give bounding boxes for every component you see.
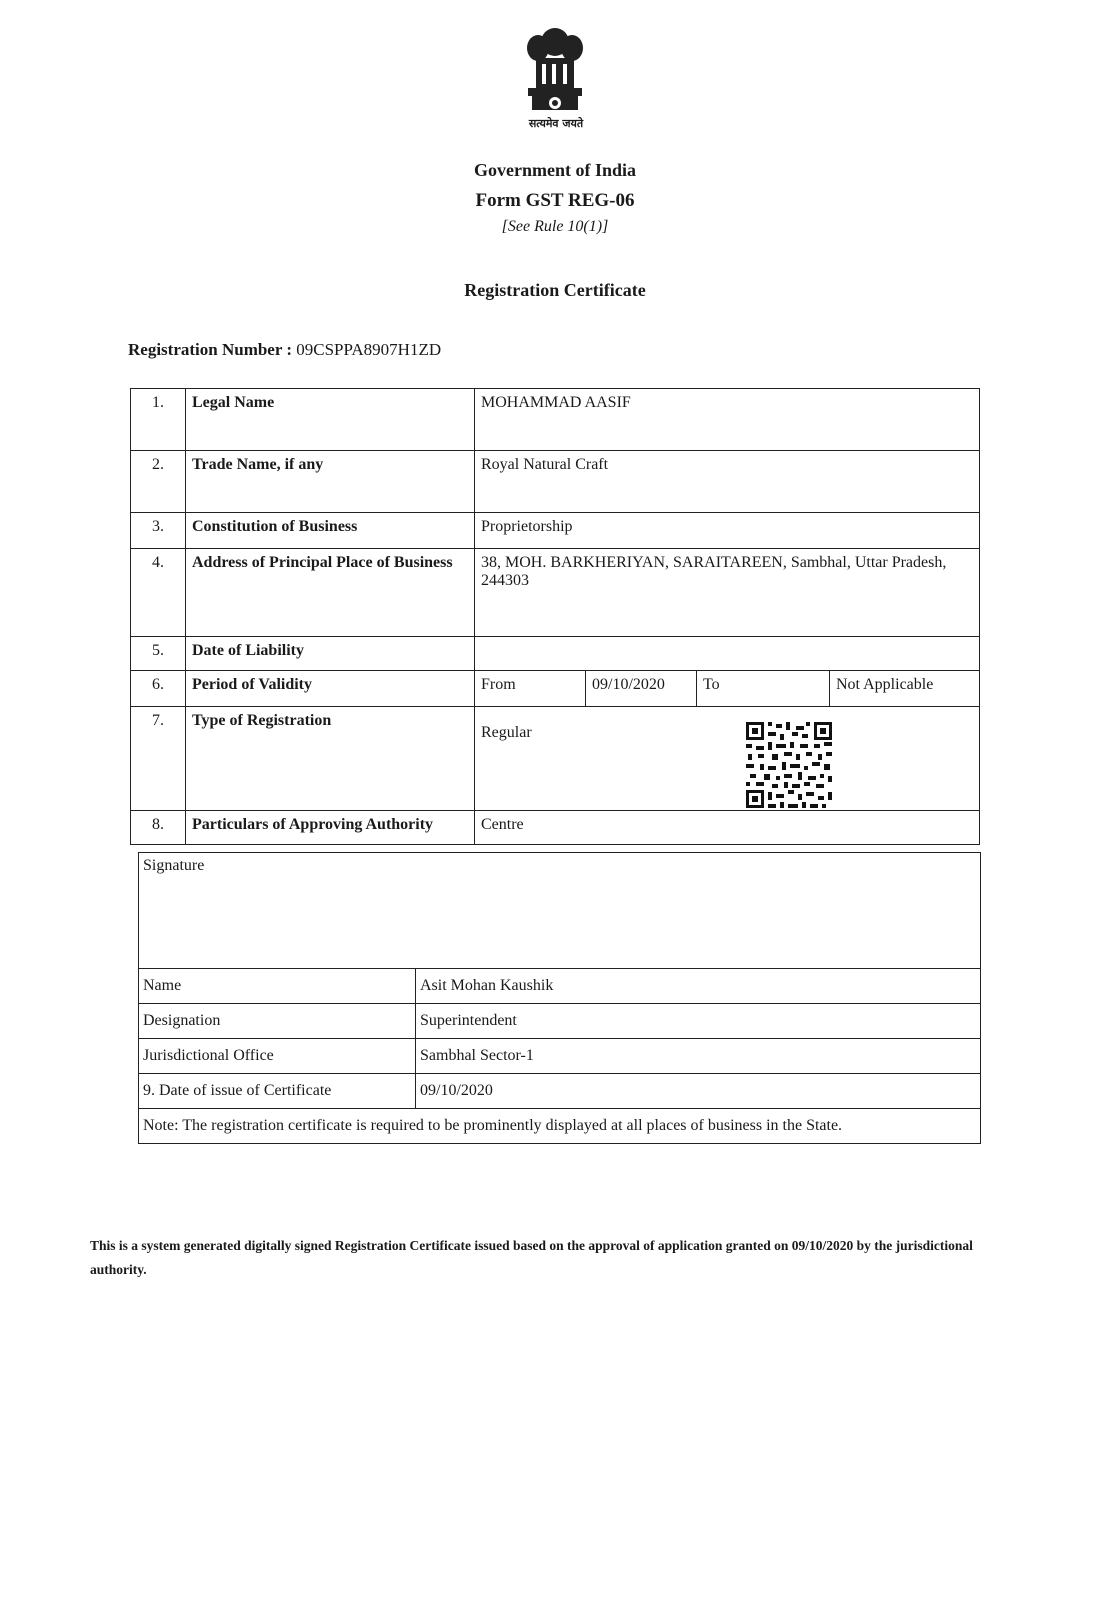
issue-date-value: 09/10/2020 xyxy=(416,1074,981,1109)
form-title: Form GST REG-06 xyxy=(475,190,635,211)
row-value: MOHAMMAD AASIF xyxy=(475,389,980,451)
office-value: Sambhal Sector-1 xyxy=(416,1039,981,1074)
row-number: 2. xyxy=(131,451,186,513)
row-label: Address of Principal Place of Business xyxy=(186,549,475,637)
office-label: Jurisdictional Office xyxy=(139,1039,416,1074)
footer-statement: This is a system generated digitally signed Registration Certificate issued based on the approval of application granted on 09/10/2020 by the jurisdictional authority. xyxy=(90,1238,973,1277)
table-row xyxy=(139,1039,981,1074)
government-title: Government of India xyxy=(474,160,636,180)
display-note: Note: The registration certificate is required to be prominently displayed at all places of business in the State. xyxy=(139,1109,981,1144)
row-number: 5. xyxy=(131,637,186,671)
table-row xyxy=(139,853,981,969)
signature-label: Signature xyxy=(139,853,981,969)
table-row xyxy=(131,707,980,811)
row-label: Trade Name, if any xyxy=(186,451,475,513)
table-row xyxy=(131,637,980,671)
rule-reference: [See Rule 10(1)] xyxy=(501,218,609,235)
table-row xyxy=(139,969,981,1004)
qr-code-icon xyxy=(744,720,834,810)
signature-table xyxy=(138,852,981,1144)
table-row xyxy=(139,1074,981,1109)
table-row xyxy=(139,1109,981,1144)
table-row xyxy=(131,513,980,549)
validity-from-date: 09/10/2020 xyxy=(586,671,697,707)
name-label: Name xyxy=(139,969,416,1004)
row-label: Constitution of Business xyxy=(186,513,475,549)
issue-date-label: 9. Date of issue of Certificate xyxy=(139,1074,416,1109)
table-row xyxy=(131,811,980,845)
registration-number-label: Registration Number : xyxy=(128,340,292,359)
row-label: Period of Validity xyxy=(186,671,475,707)
table-row xyxy=(131,549,980,637)
row-number: 3. xyxy=(131,513,186,549)
registration-number-value: 09CSPPA8907H1ZD xyxy=(296,340,442,359)
row-number: 7. xyxy=(131,707,186,811)
table-row xyxy=(139,1004,981,1039)
row-value: Centre xyxy=(475,811,980,845)
row-number: 6. xyxy=(131,671,186,707)
row-label: Type of Registration xyxy=(186,707,475,811)
row-value xyxy=(475,637,980,671)
designation-value: Superintendent xyxy=(416,1004,981,1039)
row-label: Date of Liability xyxy=(186,637,475,671)
validity-to-value: Not Applicable xyxy=(830,671,980,707)
table-row xyxy=(131,389,980,451)
emblem-motto: सत्यमेव जयते xyxy=(528,117,584,130)
row-number: 8. xyxy=(131,811,186,845)
row-value xyxy=(475,707,980,811)
validity-from-label: From xyxy=(475,671,586,707)
row-label: Legal Name xyxy=(186,389,475,451)
certificate-title: Registration Certificate xyxy=(464,280,646,300)
row-value: 38, MOH. BARKHERIYAN, SARAITAREEN, Sambhal, Uttar Pradesh, 244303 xyxy=(475,549,980,637)
row-value: Royal Natural Craft xyxy=(475,451,980,513)
row-number: 4. xyxy=(131,549,186,637)
registration-number xyxy=(128,340,441,360)
row-label: Particulars of Approving Authority xyxy=(186,811,475,845)
registration-type: Regular xyxy=(481,724,532,741)
table-row xyxy=(131,451,980,513)
row-number: 1. xyxy=(131,389,186,451)
table-row xyxy=(131,671,980,707)
name-value: Asit Mohan Kaushik xyxy=(416,969,981,1004)
details-table xyxy=(130,388,980,845)
designation-label: Designation xyxy=(139,1004,416,1039)
validity-to-label: To xyxy=(697,671,830,707)
row-value: Proprietorship xyxy=(475,513,980,549)
